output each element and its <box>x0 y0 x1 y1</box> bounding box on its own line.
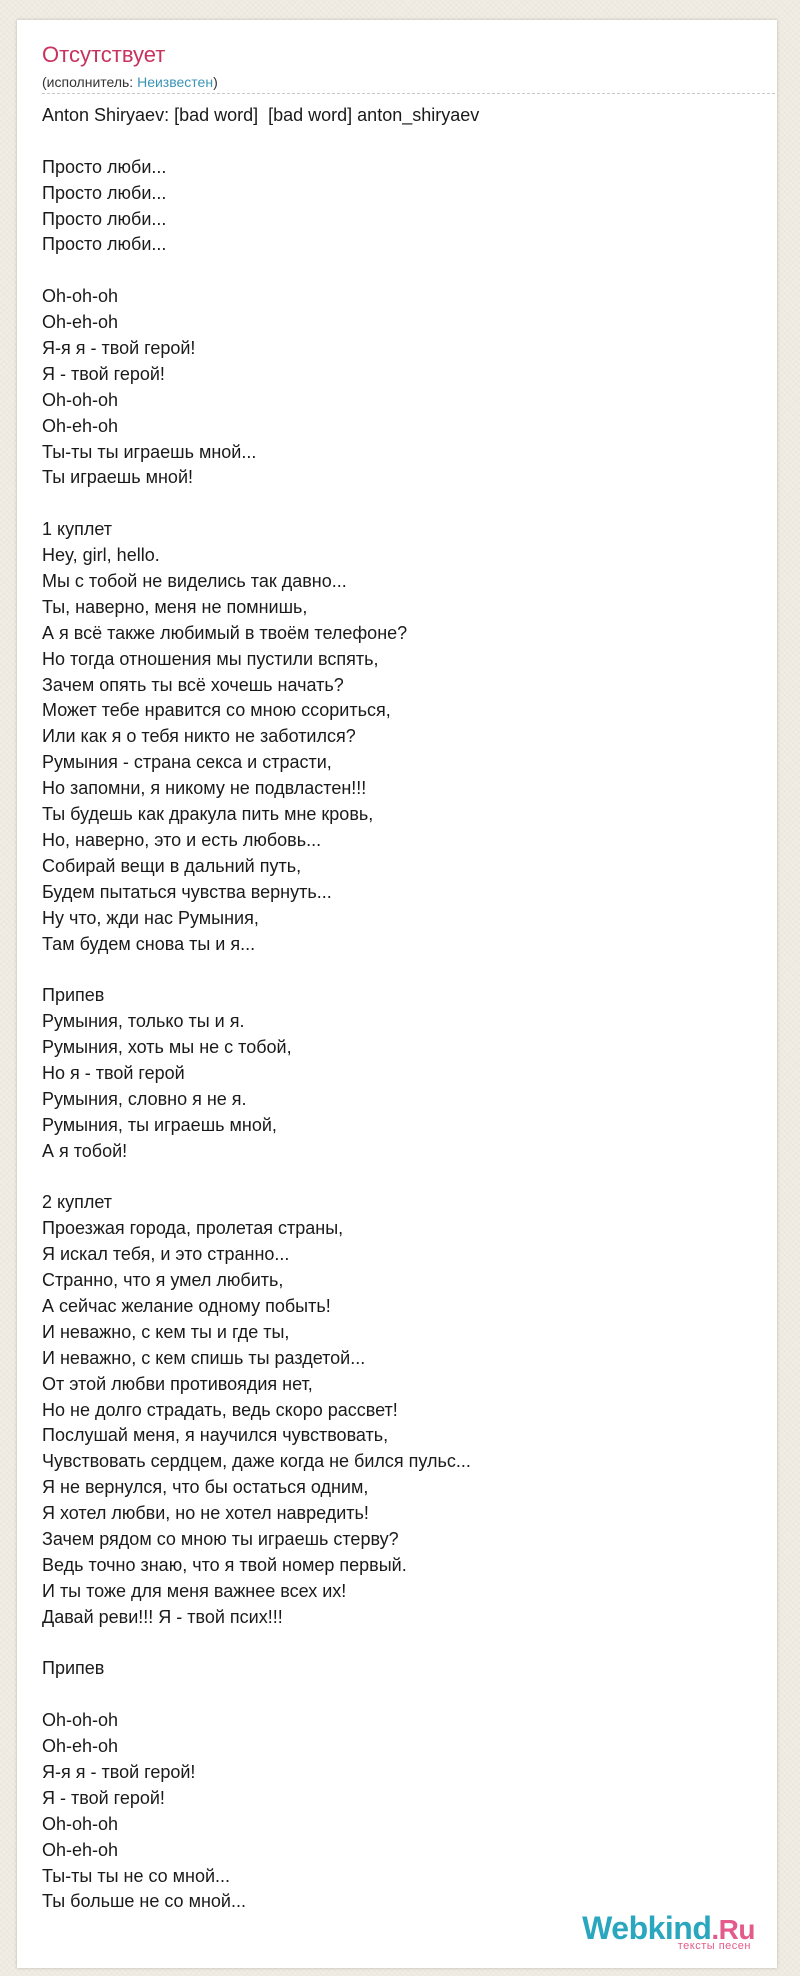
lyrics-blank-line <box>42 258 762 284</box>
lyrics-blank-line <box>42 1165 762 1191</box>
lyrics-line: Oh-eh-oh <box>42 1736 119 1757</box>
lyrics-line: Просто люби... <box>42 208 167 229</box>
lyrics-line: Чувствовать сердцем, даже когда не бился пульс... <box>42 1451 471 1472</box>
lyrics-line: А сейчас желание одному побыть! <box>42 1295 331 1316</box>
lyrics-line: Но, наверно, это и есть любовь... <box>42 829 322 850</box>
lyrics-line: Будем пытаться чувства вернуть... <box>42 881 332 902</box>
lyrics-line: Румыния, только ты и я. <box>42 1011 245 1032</box>
lyrics-line: Зачем опять ты всё хочешь начать? <box>42 674 344 695</box>
lyrics-line: Но не долго страдать, ведь скоро рассвет! <box>42 1399 398 1420</box>
lyrics-line: Давай реви!!! Я - твой псих!!! <box>42 1606 283 1627</box>
lyrics-line: И неважно, с кем спишь ты раздетой... <box>42 1347 366 1368</box>
lyrics-line: Странно, что я умел любить, <box>42 1270 284 1291</box>
lyrics-line: Зачем рядом со мною ты играешь стерву? <box>42 1528 399 1549</box>
lyrics-line: Ну что, жди нас Румыния, <box>42 907 259 928</box>
lyrics-line: От этой любви противоядия нет, <box>42 1373 313 1394</box>
lyrics-line: Ты, наверно, меня не помнишь, <box>42 596 308 617</box>
lyrics-line: Ты-ты ты не со мной... <box>42 1865 231 1886</box>
lyrics-line: Oh-oh-oh <box>42 1710 119 1731</box>
lyrics-line: Я не вернулся, что бы остаться одним, <box>42 1477 369 1498</box>
lyrics-line: Oh-oh-oh <box>42 389 119 410</box>
logo-web: Web <box>582 1910 648 1946</box>
logo-ru: .Ru <box>711 1914 755 1945</box>
lyrics-line: Anton Shiryaev: [bad word] [bad word] anton_shiryaev <box>42 105 480 125</box>
lyrics-line: Проезжая города, пролетая страны, <box>42 1218 344 1239</box>
artist-suffix: ) <box>213 74 218 90</box>
lyrics-line: Румыния - страна секса и страсти, <box>42 752 332 773</box>
lyrics-line: Но тогда отношения мы пустили вспять, <box>42 648 379 669</box>
lyrics-text <box>42 103 762 1915</box>
song-title[interactable]: Отсутствует <box>42 42 166 67</box>
lyrics-line: Или как я о тебя никто не заботился? <box>42 726 356 747</box>
lyrics-line: Ты играешь мной! <box>42 467 193 488</box>
lyrics-blank-line <box>42 491 762 517</box>
lyrics-line: Ты-ты ты играешь мной... <box>42 441 257 462</box>
lyrics-line: Я искал тебя, и это странно... <box>42 1244 290 1265</box>
lyrics-line: Oh-oh-oh <box>42 286 119 307</box>
lyrics-line: Oh-eh-oh <box>42 415 119 436</box>
lyrics-line: Может тебе нравится со мною ссориться, <box>42 700 391 721</box>
lyrics-blank-line <box>42 1682 762 1708</box>
site-logo[interactable] <box>582 1910 755 1952</box>
lyrics-line: Мы с тобой не виделись так давно... <box>42 571 347 592</box>
lyrics-line: 1 куплет <box>42 519 112 540</box>
lyrics-line: И ты тоже для меня важнее всех их! <box>42 1580 347 1601</box>
lyrics-line: Просто люби... <box>42 182 167 203</box>
artist-link[interactable]: Неизвестен <box>137 74 214 90</box>
artist-line <box>42 73 218 91</box>
lyrics-blank-line <box>42 129 762 155</box>
lyrics-line: 2 куплет <box>42 1192 112 1213</box>
logo-kind: kind <box>647 1910 712 1946</box>
lyrics-line: Послушай меня, я научился чувствовать, <box>42 1425 389 1446</box>
lyrics-line: Oh-eh-oh <box>42 1839 119 1860</box>
lyrics-line: Но запомни, я никому не подвластен!!! <box>42 778 367 799</box>
lyrics-blank-line <box>42 1631 762 1657</box>
artist-prefix: (исполнитель: <box>42 74 138 90</box>
lyrics-line: Припев <box>42 1658 105 1679</box>
lyrics-line: Я-я я - твой герой! <box>42 338 196 359</box>
lyrics-line: Собирай вещи в дальний путь, <box>42 855 302 876</box>
lyrics-line: Но я - твой герой <box>42 1062 185 1083</box>
lyrics-line: Просто люби... <box>42 234 167 255</box>
lyrics-line: Припев <box>42 985 105 1006</box>
lyrics-line: И неважно, с кем ты и где ты, <box>42 1321 290 1342</box>
title-divider <box>42 93 775 94</box>
lyrics-line: Румыния, хоть мы не с тобой, <box>42 1037 292 1058</box>
lyrics-line: Я - твой герой! <box>42 1787 165 1808</box>
lyrics-line: А я тобой! <box>42 1140 128 1161</box>
lyrics-line: Ведь точно знаю, что я твой номер первый. <box>42 1554 407 1575</box>
lyrics-line: Я - твой герой! <box>42 363 165 384</box>
lyrics-line: Oh-oh-oh <box>42 1813 119 1834</box>
lyrics-line: Просто люби... <box>42 156 167 177</box>
lyrics-line: Hey, girl, hello. <box>42 545 160 566</box>
lyrics-line: Я хотел любви, но не хотел навредить! <box>42 1503 369 1524</box>
lyrics-line: Румыния, ты играешь мной, <box>42 1114 277 1135</box>
lyrics-card <box>17 20 777 1968</box>
lyrics-line: Ты больше не со мной... <box>42 1891 246 1912</box>
lyrics-line: Румыния, словно я не я. <box>42 1088 247 1109</box>
lyrics-blank-line <box>42 957 762 983</box>
lyrics-line: Ты будешь как дракула пить мне кровь, <box>42 804 374 825</box>
lyrics-line: А я всё также любимый в твоём телефоне? <box>42 622 408 643</box>
lyrics-line: Там будем снова ты и я... <box>42 933 256 954</box>
lyrics-line: Oh-eh-oh <box>42 312 119 333</box>
logo-tagline: тексты песен <box>677 1940 751 1952</box>
lyrics-line: Я-я я - твой герой! <box>42 1762 196 1782</box>
